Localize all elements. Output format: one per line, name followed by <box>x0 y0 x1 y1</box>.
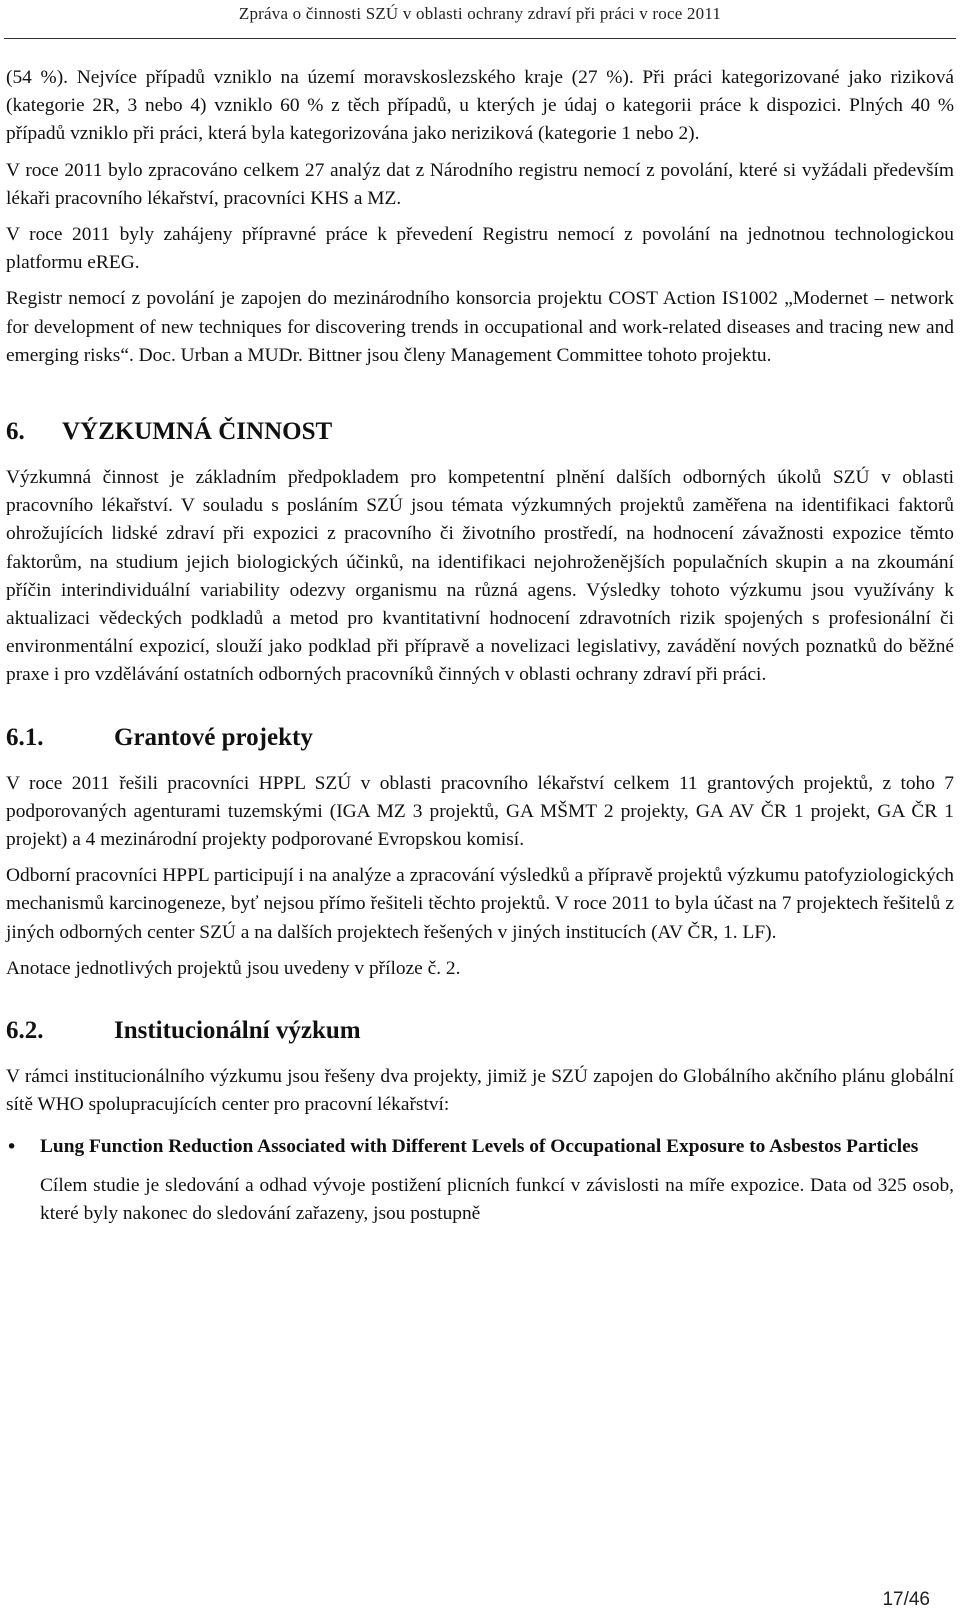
paragraph-grants: V roce 2011 řešili pracovníci HPPL SZÚ v oblasti pracovního lékařství celkem 11 grantových projektů, z toho 7 podporovaných agenturami tuzemskými (IGA MZ 3 projektů, GA MŠMT 2 projekty, GA AV ČR 1 projekt, GA ČR 1 projekt) a 4 mezinárodní projekty podporované Evropskou komisí. <box>6 772 954 851</box>
bullet-icon: • <box>6 1136 18 1159</box>
section-6-1-title: Grantové projekty <box>114 723 313 751</box>
running-header: Zpráva o činnosti SZÚ v oblasti ochrany zdraví při práci v roce 2011 <box>238 4 722 23</box>
bullet-item-lung-function <box>6 1133 954 1161</box>
section-6-title: VÝZKUMNÁ ČINNOST <box>62 418 333 446</box>
paragraph-institutional: V rámci institucionálního výzkumu jsou řešeny dva projekty, jimiž je SZÚ zapojen do Globálního akčního plánu globální sítě WHO spolupracujících center pro pracovní lékařství: <box>6 1066 954 1116</box>
section-6-number: 6. <box>6 418 25 446</box>
paragraph-study-goal: Cílem studie je sledování a odhad vývoje postižení plicních funkcí v závislosti na míře expozice. Data od 325 osob, které byly nakonec do sledování zařazeny, jsou postupně <box>40 1174 954 1224</box>
paragraph-annotations: Anotace jednotlivých projektů jsou uvedeny v příloze č. 2. <box>6 957 461 979</box>
section-6-heading <box>6 416 954 448</box>
page-number: 17/46 <box>882 1589 930 1610</box>
document-body <box>6 64 954 1228</box>
section-6-2-number: 6.2. <box>6 1017 44 1045</box>
section-6-2-title: Institucionální výzkum <box>114 1017 361 1045</box>
bullet-title: Lung Function Reduction Associated with Different Levels of Occupational Exposure to Asbestos Particles <box>40 1136 919 1158</box>
paragraph-intro: (54 %). Nejvíce případů vzniklo na území moravskoslezského kraje (27 %). Při práci kategorizované jako riziková (kategorie 2R, 3 nebo 4) vzniklo 60 % z těch případů, u kterých je údaj o kategorii práce k dispozici. Plných 40 % případů vzniklo při práci, která byla kategorizována jako neriziková (kategorie 1 nebo 2). <box>6 67 954 145</box>
paragraph-analyses: V roce 2011 bylo zpracováno celkem 27 analýz dat z Národního registru nemocí z povolání, které si vyžádali především lékaři pracovního lékařství, pracovníci KHS a MZ. <box>6 159 954 209</box>
paragraph-modernet: Registr nemocí z povolání je zapojen do mezinárodního konsorcia projektu COST Action IS1002 „Modernet – network for development of new techniques for discovering trends in occupational and work-related diseases and tracing new and emerging risks“. Doc. Urban a MUDr. Bittner jsou členy Management Committee tohoto projektu. <box>6 288 954 366</box>
paragraph-ereg: V roce 2011 byly zahájeny přípravné práce k převedení Registru nemocí z povolání na jednotnou technologickou platformu eREG. <box>6 224 954 274</box>
section-6-1-heading <box>6 722 954 754</box>
section-6-1-number: 6.1. <box>6 723 44 751</box>
header-divider <box>4 38 956 39</box>
section-6-2-heading <box>6 1015 954 1047</box>
paragraph-participation: Odborní pracovníci HPPL participují i na analýze a zpracování výsledků a přípravě projektů výzkumu patofyziologických mechanismů karcinogeneze, byť nejsou přímo řešiteli těchto projektů. V roce 2011 to byla účast na 7 projektech řešitelů z jiných odborných center SZÚ a na dalších projektech řešených v jiných institucích (AV ČR, 1. LF). <box>6 865 954 943</box>
paragraph-research: Výzkumná činnost je základním předpokladem pro kompetentní plnění dalších odborných úkolů SZÚ v oblasti pracovního lékařství. V souladu s posláním SZÚ jsou témata výzkumných projektů zaměřena na identifikaci faktorů ohrožujících lidské zdraví při expozici z pracovního či životního prostředí, na hodnocení závažnosti expozice těmto faktorům, na studium jejich biologických účinků, na identifikaci nejohroženějších populačních skupin a na zkoumání příčin interindividuální variability odezvy organismu na různá agens. Výsledky tohoto výzkumu jsou využívány k aktualizaci vědeckých podkladů a metod pro kvantitativní hodnocení zdravotních rizik spojených s profesionální či environmentální expozicí, slouží jako podklad při přípravě a novelizaci legislativy, zavádění nových poznatků do běžné praxe i pro vzdělávání ostatních odborných pracovníků činných v oblasti ochrany zdraví při práci. <box>6 467 954 686</box>
